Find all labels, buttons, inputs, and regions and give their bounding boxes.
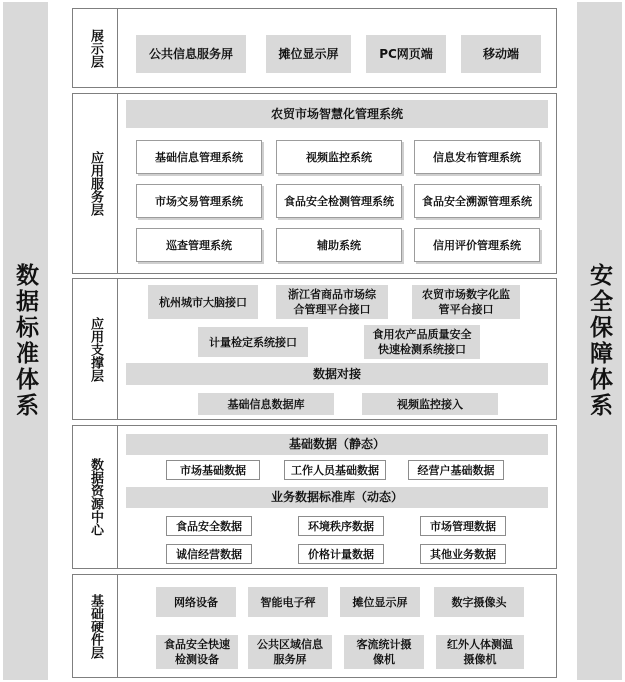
display-layer: [72, 8, 557, 88]
farmers-market-supervision-interface: 农贸市场数字化监管平台接口: [412, 285, 520, 319]
pc-web-client: PC网页端: [366, 35, 446, 73]
data-resource-center-label: 数据资源中心: [88, 458, 103, 536]
app-support-layer-label: 应用支撑层: [88, 316, 103, 382]
merchant-basic-data: 经营户基础数据: [408, 460, 504, 480]
app-service-layer-label: 应用服务层: [88, 151, 103, 216]
integrity-business-data: 诚信经营数据: [166, 544, 252, 564]
agri-product-fast-test-interface: 食用农产品质量安全快速检测系统接口: [364, 325, 480, 359]
price-metrology-data: 价格计量数据: [298, 544, 384, 564]
staff-basic-data: 工作人员基础数据: [284, 460, 386, 480]
basic-info-database: 基础信息数据库: [198, 393, 334, 415]
info-release-mgmt-system: 信息发布管理系统: [414, 140, 540, 174]
digital-camera: 数字摄像头: [434, 587, 524, 617]
security-system-label: 安全保障体系: [586, 263, 612, 419]
public-info-screen: 公共信息服务屏: [136, 35, 246, 73]
data-resource-center-layer: [72, 425, 557, 569]
food-safety-data: 食品安全数据: [166, 516, 252, 536]
zhejiang-market-platform-interface: 浙江省商品市场综合管理平台接口: [276, 285, 388, 319]
display-layer-label-cell: [73, 9, 118, 87]
market-trade-mgmt-system: 市场交易管理系统: [136, 184, 262, 218]
passenger-flow-camera: 客流统计摄像机: [344, 635, 424, 669]
public-area-info-screen: 公共区域信息服务屏: [248, 635, 332, 669]
food-safety-trace-mgmt-system: 食品安全溯源管理系统: [414, 184, 540, 218]
inspection-mgmt-system: 巡查管理系统: [136, 228, 262, 262]
app-service-layer: [72, 93, 557, 274]
app-support-layer-body: [118, 279, 556, 419]
hardware-layer-body: [118, 575, 556, 677]
network-equipment: 网络设备: [156, 587, 236, 617]
basic-info-mgmt-system: 基础信息管理系统: [136, 140, 262, 174]
auxiliary-system: 辅助系统: [276, 228, 402, 262]
environment-order-data: 环境秩序数据: [298, 516, 384, 536]
data-standard-system-label: 数据标准体系: [12, 263, 38, 419]
data-resource-center-body: [118, 426, 556, 568]
hangzhou-city-brain-interface: 杭州城市大脑接口: [148, 285, 258, 319]
video-monitoring-system: 视频监控系统: [276, 140, 402, 174]
app-support-layer-label-cell: [73, 279, 118, 419]
video-monitoring-access: 视频监控接入: [362, 393, 498, 415]
other-business-data: 其他业务数据: [420, 544, 506, 564]
hardware-layer-label-cell: [73, 575, 118, 677]
metrology-verification-interface: 计量检定系统接口: [198, 327, 308, 357]
credit-eval-mgmt-system: 信用评价管理系统: [414, 228, 540, 262]
smart-electronic-scale: 智能电子秤: [248, 587, 328, 617]
stall-display-screen: 摊位显示屏: [266, 35, 351, 73]
hardware-layer-label: 基础硬件层: [88, 593, 103, 659]
stall-display-screen-hw: 摊位显示屏: [340, 587, 420, 617]
hardware-layer: [72, 574, 557, 678]
infrared-temperature-camera: 红外人体测温摄像机: [436, 635, 524, 669]
app-service-layer-label-cell: [73, 94, 118, 273]
security-system-column: [577, 2, 622, 680]
display-layer-body: [118, 9, 556, 87]
food-safety-fast-test-device: 食品安全快速检测设备: [156, 635, 238, 669]
mobile-client: 移动端: [461, 35, 541, 73]
data-docking-bar: 数据对接: [126, 363, 548, 385]
dynamic-business-data-bar: 业务数据标准库（动态）: [126, 487, 548, 508]
market-basic-data: 市场基础数据: [166, 460, 260, 480]
display-layer-label: 展示层: [88, 28, 103, 68]
data-standard-system-column: [3, 2, 48, 680]
food-safety-test-mgmt-system: 食品安全检测管理系统: [276, 184, 402, 218]
app-service-layer-body: [118, 94, 556, 273]
static-basic-data-bar: 基础数据（静态）: [126, 434, 548, 455]
smart-market-system-title: 农贸市场智慧化管理系统: [126, 100, 548, 128]
data-resource-center-label-cell: [73, 426, 118, 568]
app-support-layer: [72, 278, 557, 420]
market-mgmt-data: 市场管理数据: [420, 516, 506, 536]
